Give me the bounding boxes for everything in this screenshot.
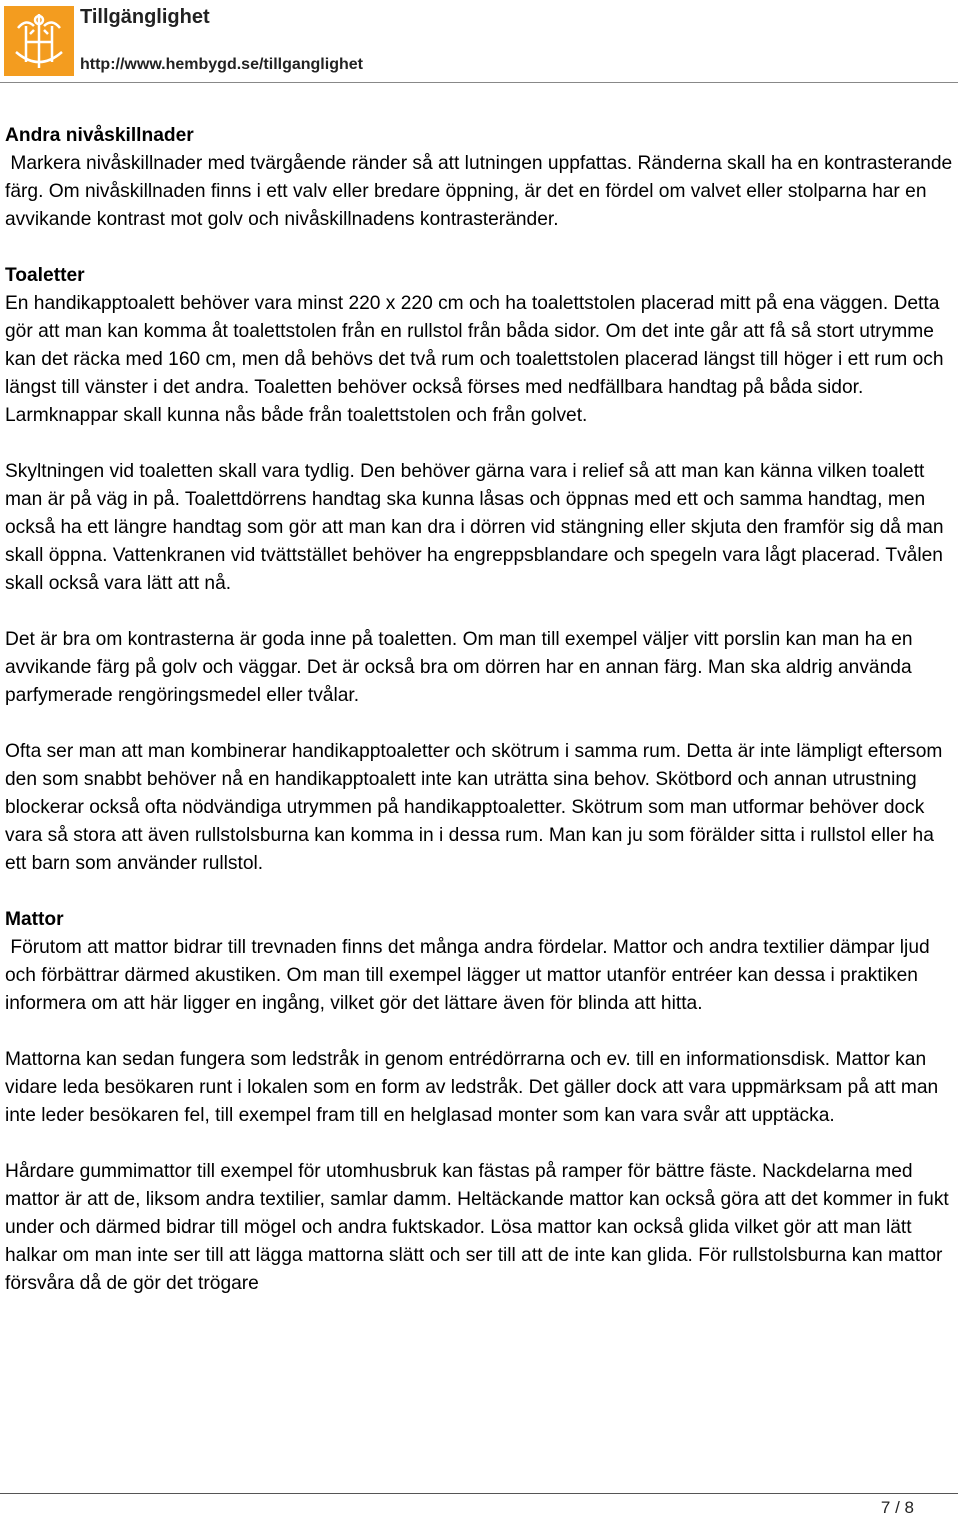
- site-title: Tillgänglighet: [80, 6, 210, 28]
- paragraph-mattor-2: Mattorna kan sedan fungera som ledstråk in genom entrédörrarna och ev. till en informationsdisk. Mattor kan vidare leda besökaren runt i lokalen som en form av ledstråk. Det gäller dock att vara uppmärksam på att man inte leder besökaren fel, till exempel fram till en helglasad monter som kan vara svår att upptäcka.: [5, 1049, 939, 1126]
- page-number: 7 / 8: [880, 1498, 914, 1517]
- paragraph-mattor-3: Hårdare gummimattor till exempel för utomhusbruk kan fästas på ramper för bättre fäste. Nackdelarna med mattor är att de, liksom andra textilier, samlar damm. Heltäckande mattor kan också göra att det kommer in fukt under och därmed bidrar till mögel och andra fuktskador. Lösa mattor kan också glida vilket gör att man lätt halkar om man inte ser till att lägga mattorna slätt och ser till att de inte kan glida. För rullstolsburna kan mattor försvåra då de gör det trögare: [5, 1161, 949, 1294]
- paragraph-andra-1: Markera nivåskillnader med tvärgående ränder så att lutningen uppfattas. Ränderna skall ha en kontrasterande färg. Om nivåskillnaden finns i ett valv eller bredare öppning, är det en fördel om valvet eller stolparna har en avvikande kontrast mot golv och nivåskillnadens kontrasteränder.: [5, 153, 958, 230]
- page-header: [0, 0, 960, 82]
- paragraph-toaletter-1: En handikapptoalett behöver vara minst 220 x 220 cm och ha toalettstolen placerad mitt på ena väggen. Detta gör att man kan komma åt toalettstolen från en rullstol från båda sidor. Om det inte går att få så stort utrymme kan det räcka med 160 cm, men då behövs det två rum och toalettstolen placerad längst till höger i ett rum och längst till vänster i det andra. Toaletten behöver också förses med nedfällbara handtag på båda sidor. Larmknappar skall kunna nås både från toalettstolen och från golvet.: [5, 293, 944, 426]
- header-divider: [0, 82, 958, 83]
- site-url[interactable]: http://www.hembygd.se/tillganglighet: [80, 56, 363, 73]
- paragraph-mattor-1: Förutom att mattor bidrar till trevnaden finns det många andra fördelar. Mattor och andra textilier dämpar ljud och förbättrar därmed akustiken. Om man till exempel lägger ut mattor utanför entréer kan dessa i praktiken informera om att här ligger en ingång, vilket gör det lättare även för blinda att hitta.: [5, 937, 936, 1014]
- hembygd-emblem-icon: [4, 6, 74, 76]
- heading-andra-nivaskillnader: Andra nivåskillnader: [5, 125, 194, 146]
- paragraph-toaletter-4: Ofta ser man att man kombinerar handikapptoaletter och skötrum i samma rum. Detta är inte lämpligt eftersom den som snabbt behöver nå en handikapptoalett inte kan uträtta sina behov. Skötbord och annan utrustning blockerar också ofta nödvändiga utrymmen på handikapptoaletter. Skötrum som man utformar behöver dock vara så stora att även rullstolsburna kan komma in i dessa rum. Man kan ju som förälder sitta i rullstol eller ha ett barn som använder rullstol.: [5, 741, 943, 874]
- heading-mattor: Mattor: [5, 909, 64, 930]
- article-body: [5, 122, 958, 1298]
- paragraph-toaletter-3: Det är bra om kontrasterna är goda inne på toaletten. Om man till exempel väljer vitt porslin kan man ha en avvikande färg på golv och väggar. Det är också bra om dörren har en annan färg. Man ska aldrig använda parfymerade rengöringsmedel eller tvålar.: [5, 629, 913, 706]
- footer-divider: [0, 1493, 958, 1494]
- paragraph-toaletter-2: Skyltningen vid toaletten skall vara tydlig. Den behöver gärna vara i relief så att man kan känna vilken toalett man är på väg in på. Toalettdörrens handtag ska kunna låsas och öppnas med ett och samma handtag, men också ha ett längre handtag som gör att man kan dra i dörren vid stängning eller skjuta den framför sig då man skall öppna. Vattenkranen vid tvättstället behöver ha engreppsblandare och spegeln vara lågt placerad. Tvålen skall också vara lätt att nå.: [5, 461, 944, 594]
- heading-toaletter: Toaletter: [5, 265, 85, 286]
